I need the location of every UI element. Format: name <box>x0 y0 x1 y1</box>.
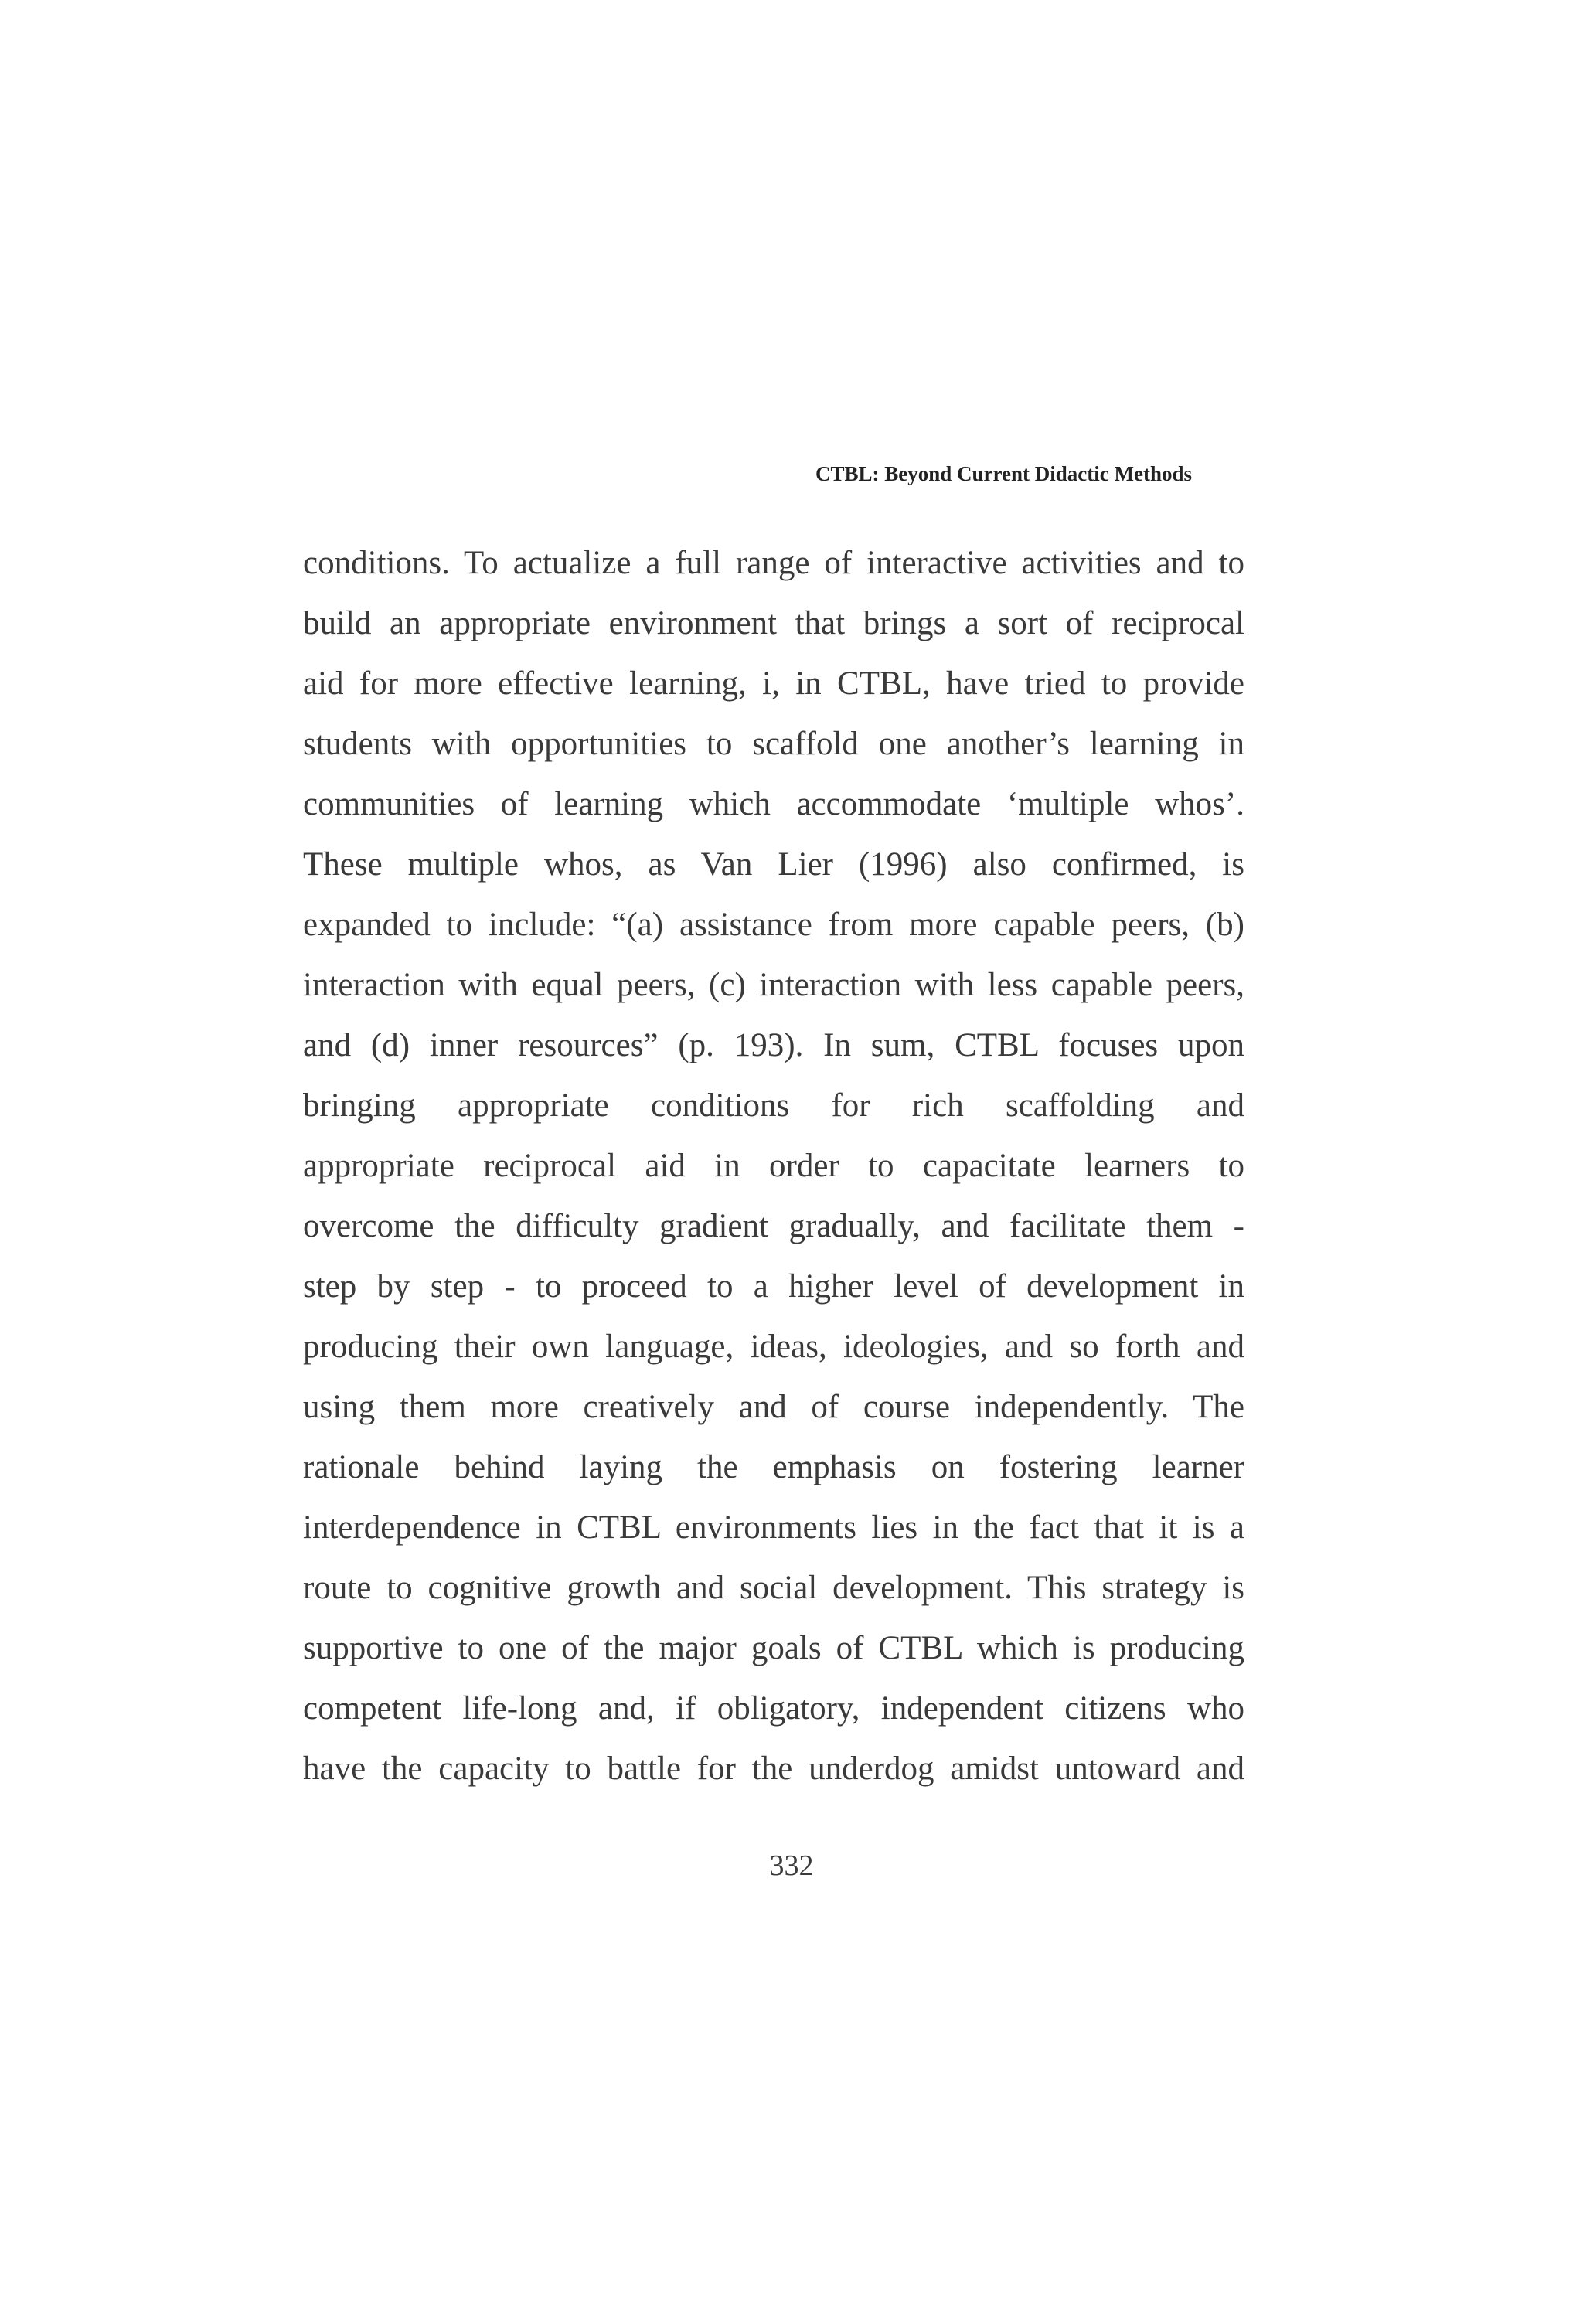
text-line: producing their own language, ideas, ideologies, and so forth and <box>303 1329 1244 1365</box>
text-line: appropriate reciprocal aid in order to capacitate learners to <box>303 1148 1244 1184</box>
body-paragraph <box>303 533 1244 1799</box>
running-header: CTBL: Beyond Current Didactic Methods <box>815 462 1192 485</box>
page-number: 332 <box>769 1849 814 1882</box>
text-line: have the capacity to battle for the underdog amidst untoward and <box>303 1751 1244 1787</box>
text-line: aid for more effective learning, i, in CTBL, have tried to provide <box>303 665 1244 702</box>
text-line: build an appropriate environment that brings a sort of reciprocal <box>303 605 1244 641</box>
text-line: competent life-long and, if obligatory, independent citizens who <box>303 1690 1244 1727</box>
text-line: using them more creatively and of course independently. The <box>303 1389 1244 1425</box>
text-line: interaction with equal peers, (c) interaction with less capable peers, <box>303 967 1244 1003</box>
text-line: bringing appropriate conditions for rich scaffolding and <box>303 1087 1244 1124</box>
text-line: and (d) inner resources” (p. 193). In sum, CTBL focuses upon <box>303 1027 1244 1063</box>
text-line: communities of learning which accommodate ‘multiple whos’. <box>303 786 1244 822</box>
text-line: rationale behind laying the emphasis on fostering learner <box>303 1449 1244 1485</box>
text-line: interdependence in CTBL environments lies in the fact that it is a <box>303 1509 1244 1546</box>
text-line: expanded to include: “(a) assistance from more capable peers, (b) <box>303 907 1244 943</box>
text-line: overcome the difficulty gradient gradually, and facilitate them - <box>303 1208 1244 1244</box>
text-line: step by step - to proceed to a higher level of development in <box>303 1268 1244 1305</box>
text-line: supportive to one of the major goals of CTBL which is producing <box>303 1630 1244 1666</box>
text-line: These multiple whos, as Van Lier (1996) also confirmed, is <box>303 846 1244 883</box>
text-line: students with opportunities to scaffold one another’s learning in <box>303 726 1244 762</box>
text-line: route to cognitive growth and social development. This strategy is <box>303 1570 1244 1606</box>
text-line: conditions. To actualize a full range of interactive activities and to <box>303 545 1244 581</box>
